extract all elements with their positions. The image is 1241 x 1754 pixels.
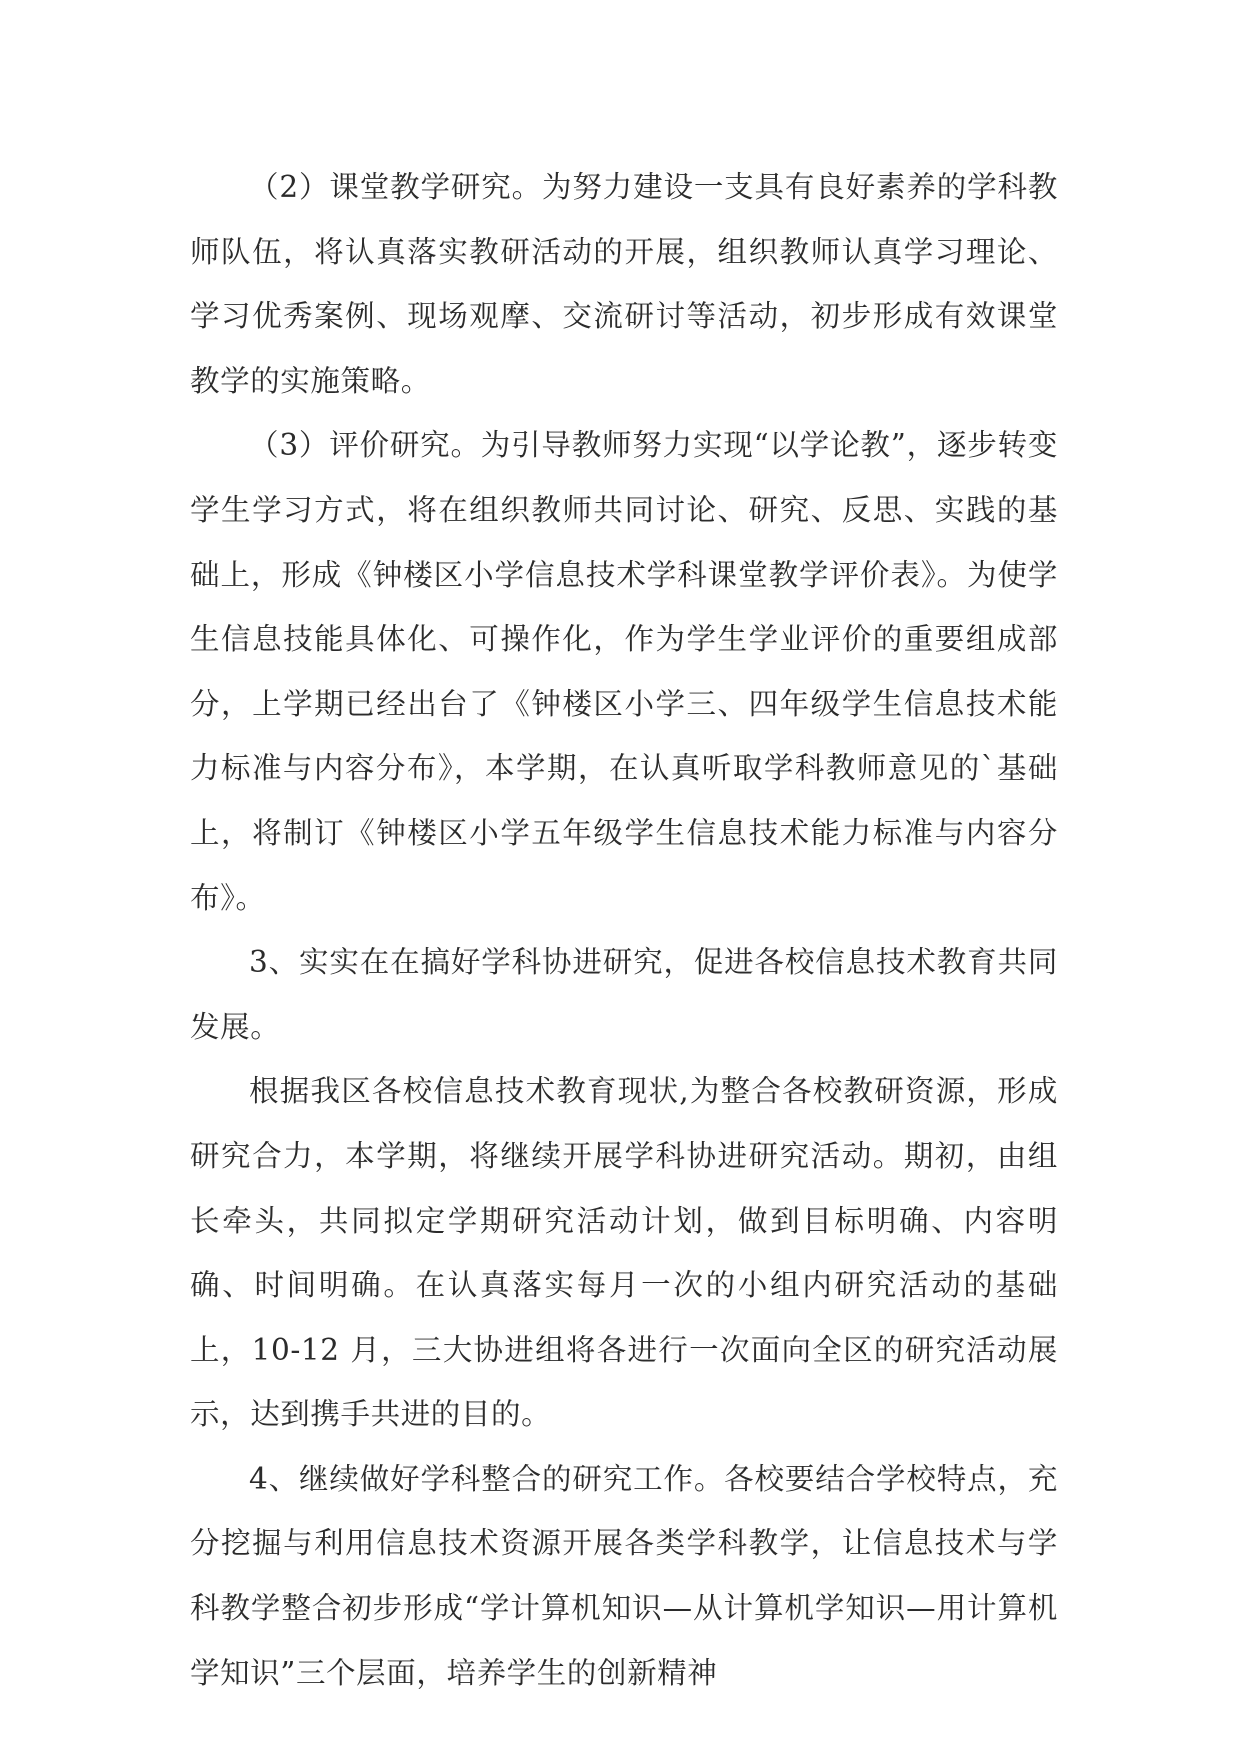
paragraph-collaborative-research: 根据我区各校信息技术教育现状,为整合各校教研资源，形成研究合力，本学期，将继续开展学科协进研究活动。期初，由组长牵头，共同拟定学期研究活动计划，做到目标明确、内容明确、时间明确。在认真落实每月一次的小组内研究活动的基础上，10-12 月，三大协进组将各进行一次面向全区的研究活动展示，达到携手共进的目的。 bbox=[190, 1074, 1058, 1432]
paragraph-item-4-integration: 4、继续做好学科整合的研究工作。各校要结合学校特点，充分挖掘与利用信息技术资源开展各类学科教学，让信息技术与学科教学整合初步形成“学计算机知识—从计算机学知识—用计算机学知识”三个层面，培养学生的创新精神 bbox=[190, 1461, 1058, 1690]
paragraph-item-3-heading: 3、实实在在搞好学科协进研究，促进各校信息技术教育共同发展。 bbox=[190, 945, 1058, 1044]
document-body bbox=[190, 155, 1058, 1705]
paragraph-evaluation-research: （3）评价研究。为引导教师努力实现“以学论教”，逐步转变学生学习方式，将在组织教师共同讨论、研究、反思、实践的基础上，形成《钟楼区小学信息技术学科课堂教学评价表》。为使学生信息技能具体化、可操作化，作为学生学业评价的重要组成部分，上学期已经出台了《钟楼区小学三、四年级学生信息技术能力标准与内容分布》，本学期，在认真听取学科教师意见的`基础上，将制订《钟楼区小学五年级学生信息技术能力标准与内容分布》。 bbox=[190, 428, 1058, 915]
paragraph-classroom-teaching-research: （2）课堂教学研究。为努力建设一支具有良好素养的学科教师队伍，将认真落实教研活动的开展，组织教师认真学习理论、学习优秀案例、现场观摩、交流研讨等活动，初步形成有效课堂教学的实施策略。 bbox=[190, 170, 1058, 398]
